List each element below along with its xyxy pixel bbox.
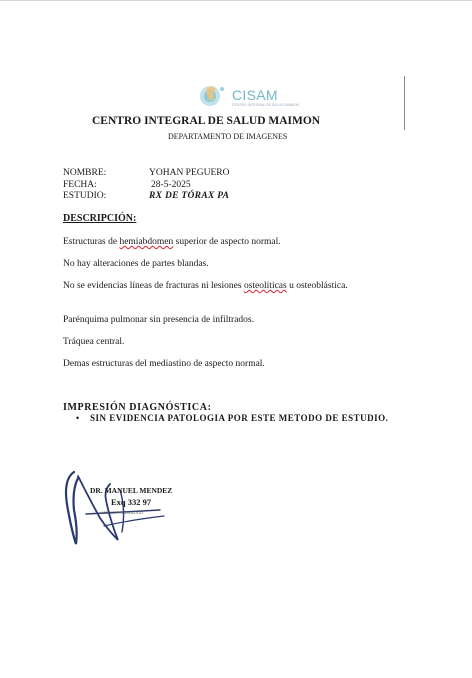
doctor-role: MÉDICO RADIÓLOGO bbox=[102, 510, 144, 515]
spellcheck-flagged-word: osteolíticas bbox=[243, 281, 287, 291]
date-label: FECHA: bbox=[63, 180, 97, 190]
paragraph-text: Estructuras de bbox=[63, 237, 120, 247]
name-value: YOHAN PEGUERO bbox=[149, 168, 230, 178]
date-value: 28-5-2025 bbox=[151, 180, 191, 190]
name-label: NOMBRE: bbox=[63, 168, 107, 178]
logo-subtext: CENTRO INTEGRAL DE SALUD MAIMON bbox=[232, 103, 299, 107]
impression-heading: IMPRESIÓN DIAGNÓSTICA: bbox=[63, 402, 212, 413]
exequatur-number: Exq 332 97 bbox=[111, 497, 152, 507]
study-value: RX DE TÓRAX PA bbox=[149, 191, 230, 201]
bullet-icon: • bbox=[76, 413, 80, 423]
logo-text: CISAM bbox=[232, 87, 278, 103]
description-paragraph: No hay alteraciones de partes blandas. bbox=[63, 259, 209, 269]
page-top-border bbox=[0, 0, 472, 6]
department-name: DEPARTAMENTO DE IMAGENES bbox=[168, 132, 288, 141]
description-paragraph bbox=[63, 280, 363, 292]
paragraph-text: superior de aspecto normal. bbox=[173, 237, 281, 247]
description-paragraph: Parénquima pulmonar sin presencia de infiltrados. bbox=[63, 315, 255, 325]
spellcheck-flagged-word: hemiabdomen bbox=[119, 237, 174, 247]
page-right-rule bbox=[404, 76, 405, 130]
paragraph-text: No se evidencias líneas de fracturas ni lesiones bbox=[63, 281, 244, 291]
description-paragraph bbox=[63, 236, 363, 248]
description-paragraph: Tráquea central. bbox=[63, 337, 125, 347]
impression-text: SIN EVIDENCIA PATOLOGIA POR ESTE METODO DE ESTUDIO. bbox=[90, 413, 389, 423]
doctor-name: DR. MANUEL MENDEZ bbox=[90, 486, 173, 495]
study-label: ESTUDIO: bbox=[63, 191, 107, 201]
impression-list-item bbox=[76, 413, 388, 423]
description-heading: DESCRIPCIÓN: bbox=[63, 213, 137, 224]
paragraph-text: u osteoblástica. bbox=[286, 281, 348, 291]
institution-title: CENTRO INTEGRAL DE SALUD MAIMON bbox=[92, 115, 321, 127]
description-paragraph: Demas estructuras del mediastino de aspecto normal. bbox=[63, 359, 265, 369]
